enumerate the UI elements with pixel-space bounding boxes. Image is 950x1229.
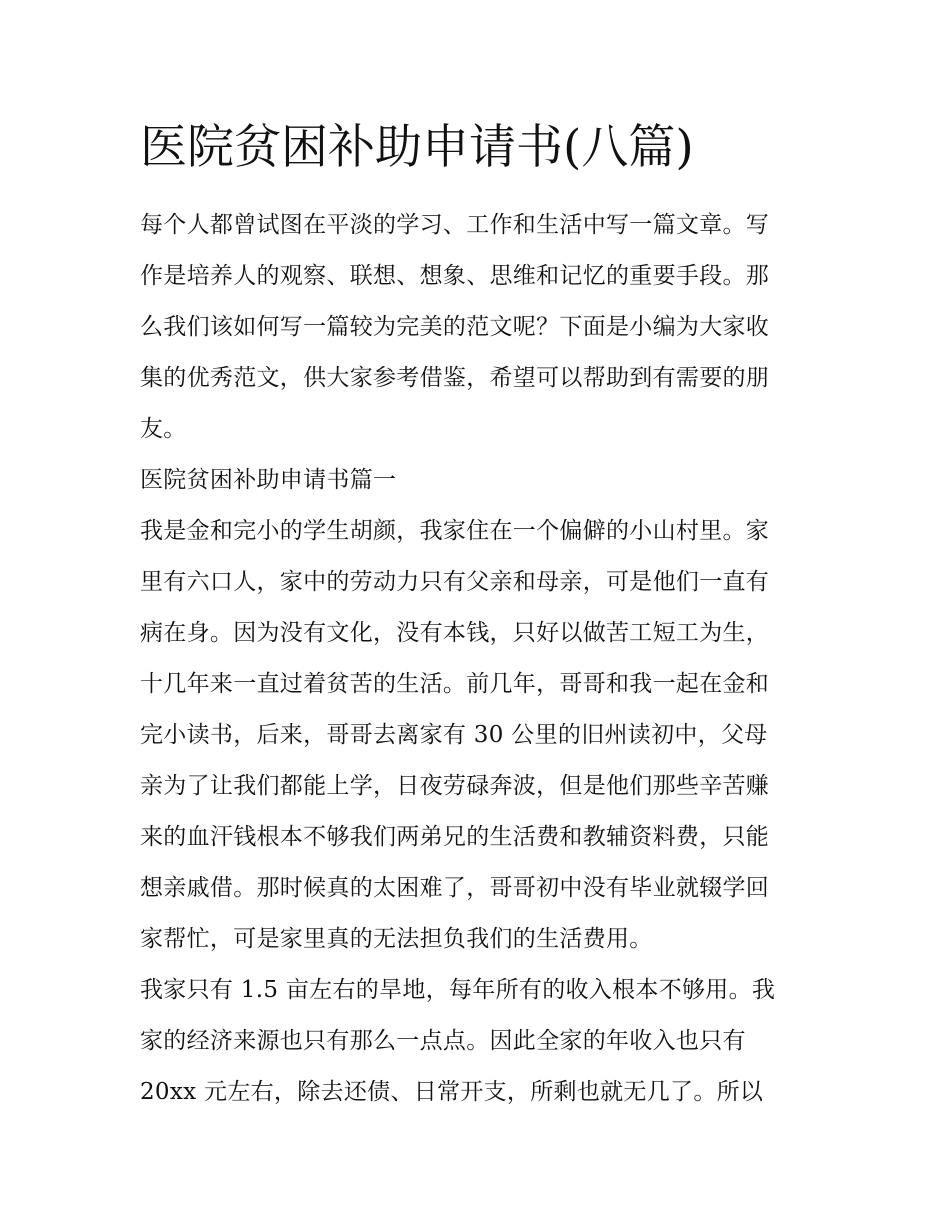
body-line: 家的经济来源也只有那么一点点。因此全家的年收入也只有	[140, 1028, 746, 1054]
body-line: 来的血汗钱根本不够我们两弟兄的生活费和教辅资料费，只能	[140, 824, 770, 850]
body-line: 想亲戚借。那时候真的太困难了，哥哥初中没有毕业就辍学回	[140, 875, 770, 901]
body-line: 我是金和完小的学生胡颜，我家住在一个偏僻的小山村里。家	[140, 518, 770, 544]
body-line: 完小读书，后来，哥哥去离家有 30 公里的旧州读初中，父母	[140, 722, 768, 748]
document-body	[140, 200, 815, 1118]
body-line: 20xx 元左右，除去还债、日常开支，所剩也就无几了。所以	[140, 1079, 764, 1105]
body-line: 家帮忙，可是家里真的无法担负我们的生活费用。	[140, 926, 653, 952]
body-line: 每个人都曾试图在平淡的学习、工作和生活中写一篇文章。写	[140, 212, 770, 238]
document-title: 医院贫困补助申请书(八篇)	[140, 120, 694, 175]
body-line: 十几年来一直过着贫苦的生活。前几年，哥哥和我一起在金和	[140, 671, 770, 697]
body-line: 亲为了让我们都能上学，日夜劳碌奔波，但是他们那些辛苦赚	[140, 773, 770, 799]
body-line: 作是培养人的观察、联想、想象、思维和记忆的重要手段。那	[140, 263, 770, 289]
section-heading: 医院贫困补助申请书篇一	[140, 467, 397, 493]
body-line: 友。	[140, 416, 187, 442]
body-line: 我家只有 1.5 亩左右的旱地，每年所有的收入根本不够用。我	[140, 977, 776, 1003]
body-line: 里有六口人，家中的劳动力只有父亲和母亲，可是他们一直有	[140, 569, 770, 595]
body-line: 集的优秀范文，供大家参考借鉴，希望可以帮助到有需要的朋	[140, 365, 770, 391]
body-line: 病在身。因为没有文化，没有本钱，只好以做苦工短工为生，	[140, 620, 770, 646]
body-line: 么我们该如何写一篇较为完美的范文呢？下面是小编为大家收	[140, 314, 770, 340]
